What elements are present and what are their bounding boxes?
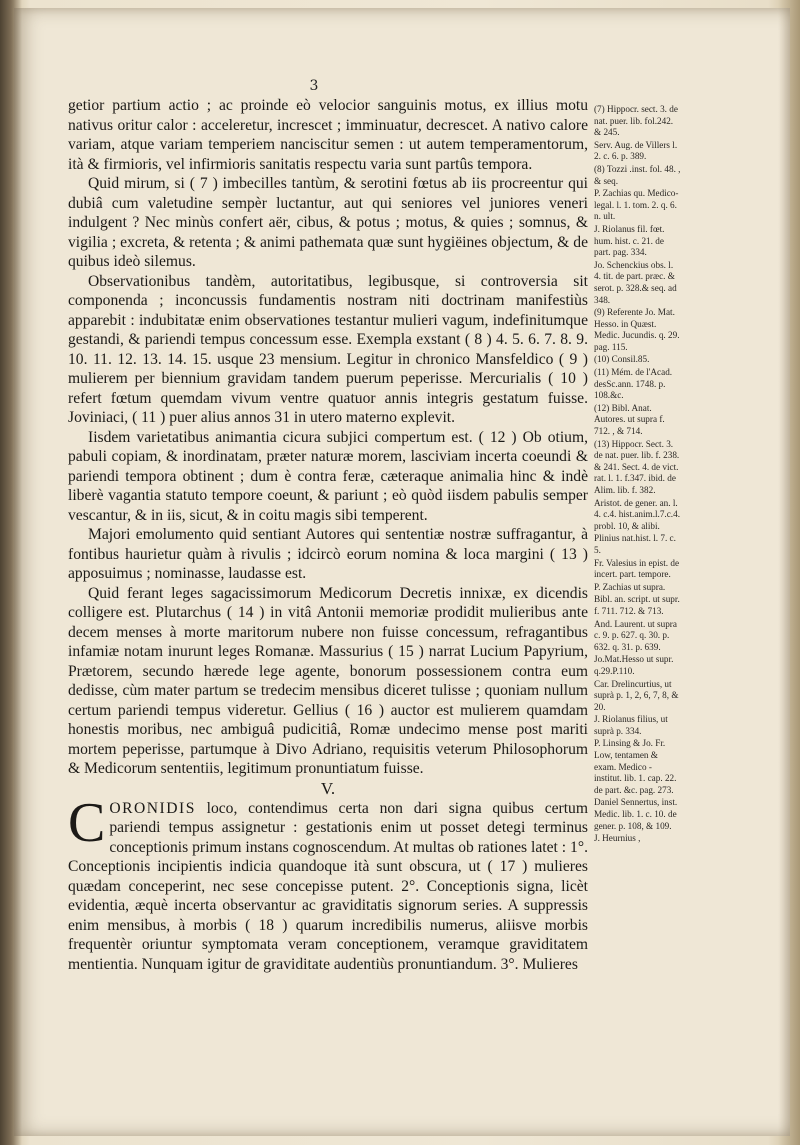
page-number: 3 xyxy=(309,78,319,94)
margin-note: (7) Hippocr. sect. 3. de nat. puer. lib. fol.242. & 245. xyxy=(594,104,678,138)
margin-note: Jo.Mat.Hesso ut supr. q.29.P.110. xyxy=(594,654,674,676)
section-heading: V. xyxy=(320,778,336,798)
margin-note: P. Zachias ut supra. xyxy=(594,581,666,592)
paragraph-6: Quid ferant leges sagacissimorum Medicorum Decretis innixæ, ex dicendis colligere est. Plutarchus ( 14 ) in vitâ Antonii memoriæ prodidit mulieribus ante decem menses à morte maritorum nubere non fuisse concessum, refragantibus infamiæ notam inurunt leges Romanæ. Massurius ( 15 ) narrat Lucium Papyrium, Prætorem, secundo hærede lege agente, bonorum possessionem contra eum dedisse, cùm mater partum se tredecim mensibus diceret tulisse ; quoniam nullum certum pariendi tempus videretur. Gellius ( 16 ) auctor est mulierem quamdam honestis moribus, nec ambiguâ pudicitiâ, Romæ undecimo mense post mariti mortem peperisse, partumque à Divo Adriano, requisitis veterum Philosophorum & Medicorum sententiis, legitimum pronuntiatum fuisse. xyxy=(68,584,588,777)
margin-note: J. Heurnius , xyxy=(594,833,641,844)
drop-cap-letter: C xyxy=(68,791,106,854)
paragraph-5: Majori emolumento quid sentiant Autores qui sententiæ nostræ suffragantur, à fontibus haurietur quàm à rivulis ; idcircò eorum nomina & loca margini ( 13 ) apposuimus ; nominasse, laudasse est. xyxy=(68,526,588,582)
margin-note: Fr. Valesius in epist. de incert. part. tempore. xyxy=(594,557,680,580)
paragraph-3: Observationibus tandèm, autoritatibus, legibusque, si controversia sit componenda ; inconcussis fundamentis nostram niti doctrinam manifestiùs apparebit : indubitatæ enim observationes testantur mulieri vagum, indefinitumque gestandi, & pariendi tempus concessum esse. Exempla exstant ( 8 ) 4. 5. 6. 7. 8. 9. 10. 11. 12. 13. 14. 15. usque 23 mensium. Legitur in chronico Mansfeldico ( 9 ) mulierem per biennium gravidam tandem puerum peperisse. Mercurialis ( 10 ) refert fœtum quemdam vivum ventre quatuor annis integris gestatum fuisse. Joviniaci, ( 11 ) puer alius annos 31 in utero materno explevit. xyxy=(68,272,588,426)
paragraph-7 xyxy=(68,791,588,975)
margin-notes-column xyxy=(594,104,682,846)
margin-note: P. Linsing & Jo. Fr. Low, tentamen & exam. Medico - institut. lib. 1. cap. 22. de part. &c. pag. 273. xyxy=(594,738,677,795)
book-spine-shadow xyxy=(0,0,22,1145)
paragraph-2: Quid mirum, si ( 7 ) imbecilles tantùm, & serotini fœtus ab iis procreentur qui dubiâ cum valetudine sempèr luctantur, aut qui seniores vel juniores veneri indulgent ? Nec minùs confert aër, cibus, & potus ; motus, & quies ; somnus, & vigilia ; excreta, & retenta ; & animi pathemata quæ sunt hygiëines objectum, & de quibus ideò silemus. xyxy=(68,175,588,270)
main-text-column xyxy=(68,96,588,1096)
margin-note: Aristot. de gener. an. l. 4. c.4. hist.anim.l.7.c.4. probl. 10, & alibi. xyxy=(594,497,680,531)
margin-note: P. Zachias qu. Medico-legal. l. 1. tom. 2. q. 6. n. ult. xyxy=(594,188,679,222)
paragraph-4: Iisdem varietatibus animantia cicura subjici compertum est. ( 12 ) Ob otium, pabuli copiam, & inordinatam, præter naturæ morem, lasciviam incerta coeundi & pariendi tempora obtinent ; dum è contra feræ, cæteraque animalia hinc & indè liberè vagantia statuto tempore coeunt, & pariunt ; eò quòd iisdem pabulis semper vescantur, & in iis, sicut, & in coitu magis sibi temperent. xyxy=(68,428,588,524)
paragraph-7-text: loco, contendimus certa non dari signa quibus certum pariendi tempus assignetur : gestationis enim ut posset detegi terminus conceptionis primum instans cognoscendum. At multas ob rationes latet : 1°. Conceptionis incipientis indicia quandoque ità sunt obscura, ut ( 17 ) mulieres quædam conceperint, nec sese concepisse putent. 2°. Conceptionis signa, licèt evidentia, æquè incerta observantur ac graviditatis signorum series. A suppressis enim mensibus, à morbis ( 18 ) quarum incredibilis numerus, aliisve morbis frequentèr oriuntur symptomata veram conceptionem, veramque graviditatem mentientia. Nunquam igitur de graviditate audentiùs pronuntiandum. 3°. Mulieres xyxy=(68,799,588,973)
margin-note: (12) Bibl. Anat. Autores. ut supra f. 712. , & 714. xyxy=(594,402,665,437)
margin-note: Plinius nat.hist. l. 7. c. 5. xyxy=(594,533,676,555)
margin-note: And. Laurent. ut supra c. 9. p. 627. q. 30. p. 632. q. 31. p. 639. xyxy=(594,618,677,652)
margin-note: Bibl. an. script. ut supr. f. 711. 712. & 713. xyxy=(594,594,680,616)
margin-note: (8) Tozzi .inst. fol. 48. , & seq. xyxy=(594,163,681,186)
margin-note: Daniel Sennertus, inst. Medic. lib. 1. c. 10. de gener. p. 108, & 109. xyxy=(594,797,678,831)
margin-note: (11) Mém. de l'Acad. desSc.ann. 1748. p. 108.&c. xyxy=(594,367,673,401)
margin-note: Jo. Schenckius obs. l. 4. tit. de part. præc. & serot. p. 328.& seq. ad 348. xyxy=(594,259,677,305)
paragraph-1: getior partium actio ; ac proinde eò velocior sanguinis motus, ex illius motu nativus oritur calor : acceleretur, increscet ; imminuatur, decrescet. A nativo calore variam, atque variam temperiem nanciscitur semen : ut autem temperamentorum, ità & firmioris, vel infirmioris sanitatis respectu varia sunt partûs tempora. xyxy=(68,97,588,173)
page-edge-shadow xyxy=(778,0,800,1145)
margin-note: Serv. Aug. de Villers l. 2. c. 6. p. 389. xyxy=(594,139,678,162)
margin-note: (10) Consil.85. xyxy=(594,354,650,365)
margin-note: J. Riolanus fil. fœt. hum. hist. c. 21. de part. pag. 334. xyxy=(594,223,665,258)
margin-note: (13) Hippocr. Sect. 3. de nat. puer. lib. f. 238. & 241. Sect. 4. de vict. rat. l. 1. f.347. ibid. de Alim. lib. f. 382. xyxy=(594,438,680,495)
small-caps-word: ORONIDIS xyxy=(109,799,196,817)
margin-note: Car. Drelincurtius, ut suprà p. 1, 2, 6, 7, 8, & 20. xyxy=(594,678,679,712)
margin-note: (9) Referente Jo. Mat. Hesso. in Quæst. Medic. Jucundis. q. 29. pag. 115. xyxy=(594,307,680,352)
margin-note: J. Riolanus filius, ut suprà p. 334. xyxy=(594,714,668,736)
